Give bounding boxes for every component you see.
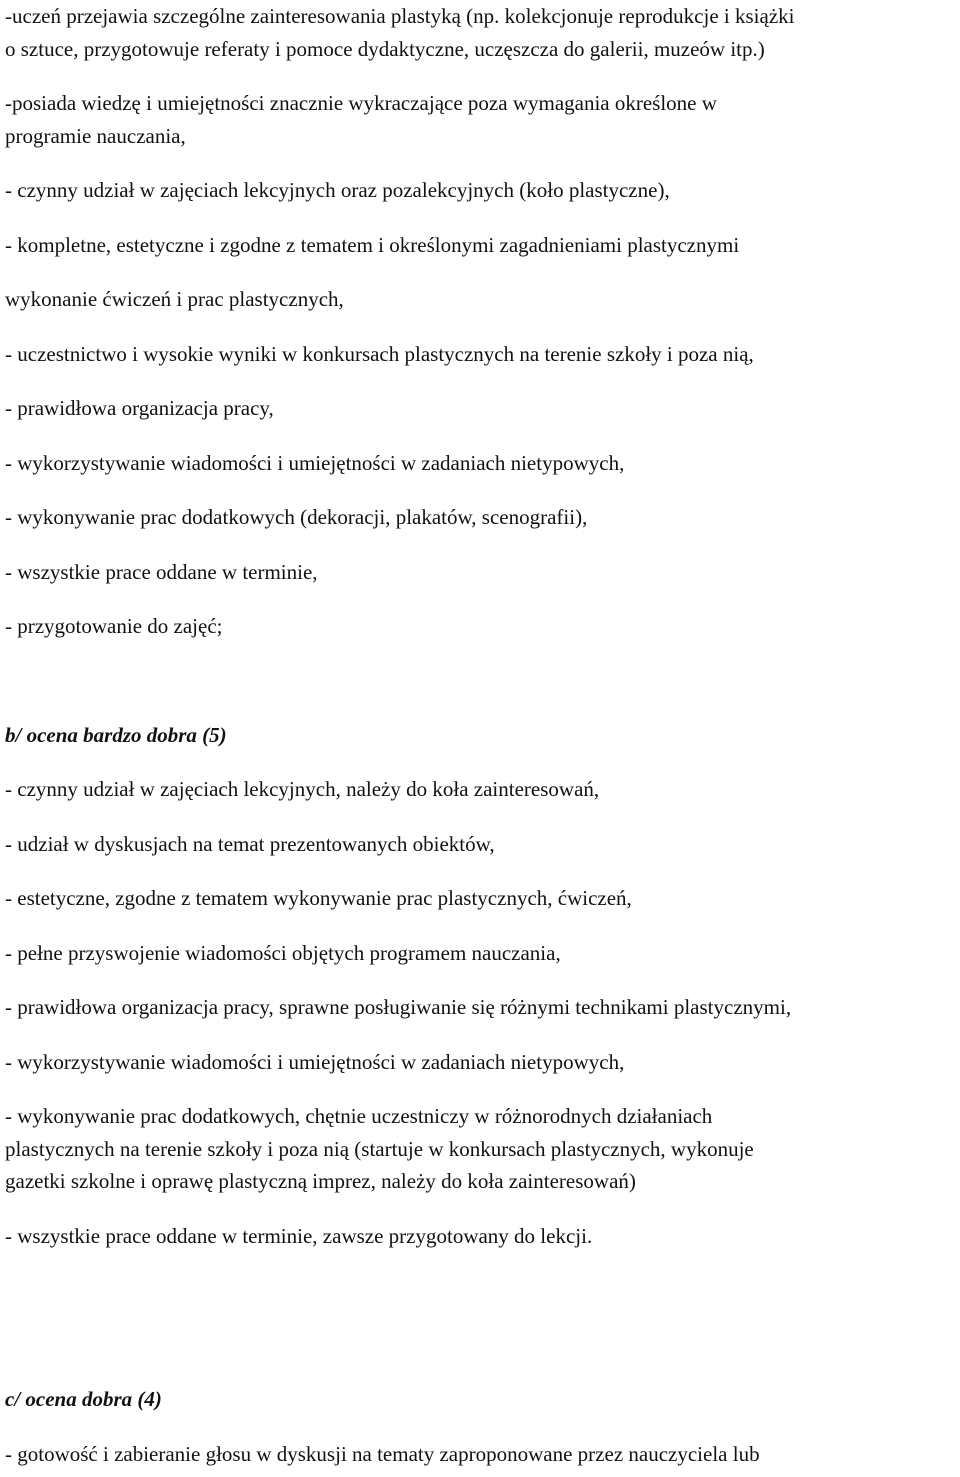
list-item: - przygotowanie do zajęć; (5, 614, 223, 638)
list-item: - gotowość i zabieranie głosu w dyskusji na tematy zaproponowane przez nauczyciela lub (5, 1441, 760, 1466)
paragraph-interest (5, 0, 960, 65)
list-item-multiline (5, 1100, 960, 1198)
text-line: o sztuce, przygotowuje referaty i pomoce dydaktyczne, uczęszcza do galerii, muzeów itp.) (5, 36, 765, 61)
list-item: - kompletne, estetyczne i zgodne z tematem i określonymi zagadnieniami plastycznymi (5, 232, 740, 257)
list-item: - wykorzystywanie wiadomości i umiejętności w zadaniach nietypowych, (5, 1049, 625, 1074)
list-item: - czynny udział w zajęciach lekcyjnych oraz pozalekcyjnych (koło plastyczne), (5, 178, 670, 202)
text-line: -uczeń przejawia szczególne zainteresowania plastyką (np. kolekcjonuje reprodukcje i książki (5, 4, 795, 28)
paragraph-knowledge (5, 87, 960, 152)
list-item: - estetyczne, zgodne z tematem wykonywanie prac plastycznych, ćwiczeń, (5, 886, 632, 910)
section-heading-b: b/ ocena bardzo dobra (5) (5, 722, 227, 747)
text-line: -posiada wiedzę i umiejętności znacznie wykraczające poza wymagania określone w (5, 91, 717, 115)
text-line: gazetki szkolne i oprawę plastyczną imprez, należy do koła zainteresowań) (5, 1169, 636, 1193)
text-line: programie nauczania, (5, 123, 186, 148)
list-item: - prawidłowa organizacja pracy, sprawne posługiwanie się różnymi technikami plastycznymi, (5, 995, 792, 1019)
text-line: - wykonywanie prac dodatkowych, chętnie uczestniczy w różnorodnych działaniach (5, 1104, 713, 1128)
list-item: - wszystkie prace oddane w terminie, (5, 559, 318, 584)
list-item: - czynny udział w zajęciach lekcyjnych, należy do koła zainteresowań, (5, 777, 600, 801)
list-item: - wszystkie prace oddane w terminie, zawsze przygotowany do lekcji. (5, 1223, 593, 1248)
list-item: - wykonywanie prac dodatkowych (dekoracji, plakatów, scenografii), (5, 505, 588, 529)
list-item: - pełne przyswojenie wiadomości objętych programem nauczania, (5, 940, 561, 965)
document-page (5, 0, 960, 1470)
list-item: - udział w dyskusjach na temat prezentowanych obiektów, (5, 831, 495, 856)
text-line: plastycznych na terenie szkoły i poza nią (startuje w konkursach plastycznych, wykonuje (5, 1136, 754, 1161)
list-item: - prawidłowa organizacja pracy, (5, 396, 274, 420)
list-item-continuation: wykonanie ćwiczeń i prac plastycznych, (5, 287, 344, 311)
list-item: - wykorzystywanie wiadomości i umiejętności w zadaniach nietypowych, (5, 450, 625, 475)
section-heading-c: c/ ocena dobra (4) (5, 1387, 162, 1411)
list-item: - uczestnictwo i wysokie wyniki w konkursach plastycznych na terenie szkoły i poza nią, (5, 341, 754, 366)
